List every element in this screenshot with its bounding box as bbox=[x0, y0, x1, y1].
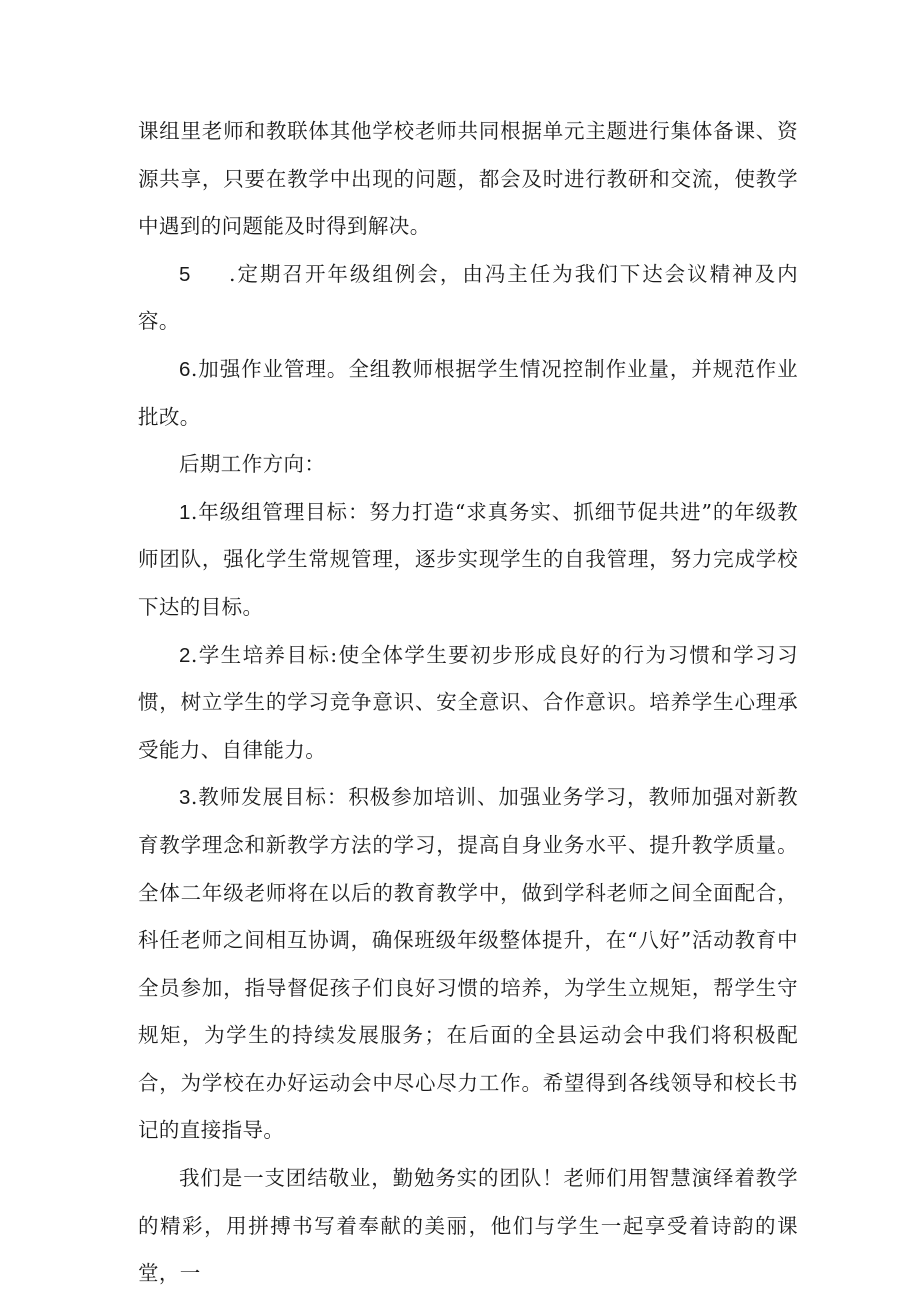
list-item-number: 1 bbox=[179, 500, 191, 524]
list-item-text: .学生培养目标:使全体学生要初步形成良好的行为习惯和学习习惯，树立学生的学习竞争意识、安全意识、合作意识。培养学生心理承受能力、自律能力。 bbox=[138, 642, 798, 762]
list-item-text: .年级组管理目标：努力打造“求真务实、抓细节促共进”的年级教师团队，强化学生常规管理，逐步实现学生的自我管理，努力完成学校下达的目标。 bbox=[138, 499, 798, 619]
section-heading-later-work: 后期工作方向： bbox=[179, 452, 326, 477]
paragraph-continuation: 课组里老师和教联体其他学校老师共同根据单元主题进行集体备课、资源共享，只要在教学中出现的问题，都会及时进行教研和交流，使教学中遇到的问题能及时得到解决。 bbox=[138, 119, 798, 239]
list-item-number: 6 bbox=[179, 357, 191, 381]
list-item-5 bbox=[138, 251, 798, 346]
goal-item-1 bbox=[138, 489, 798, 632]
goal-item-3 bbox=[138, 774, 798, 1155]
paragraph-closing: 我们是一支团结敬业，勤勉务实的团队！老师们用智慧演绎着教学的精彩，用拼搏书写着奉献的美丽，他们与学生一起享受着诗韵的课堂，一 bbox=[138, 1166, 798, 1286]
list-item-text: .教师发展目标：积极参加培训、加强业务学习，教师加强对新教育教学理念和新教学方法的学习，提高自身业务水平、提升教学质量。全体二年级老师将在以后的教育教学中，做到学科老师之间全面配合，科任老师之间相互协调，确保班级年级整体提升，在“八好”活动教育中全员参加，指导督促孩子们良好习惯的培养，为学生立规矩，帮学生守规矩，为学生的持续发展服务；在后面的全县运动会中我们将积极配合，为学校在办好运动会中尽心尽力工作。希望得到各线领导和校长书记的直接指导。 bbox=[138, 785, 798, 1143]
list-item-text: .定期召开年级组例会，由冯主任为我们下达会议精神及内容。 bbox=[138, 261, 798, 334]
list-item-number: 3 bbox=[179, 786, 191, 810]
goal-item-2 bbox=[138, 632, 798, 775]
document-body bbox=[138, 108, 798, 1298]
list-item-number: 5 bbox=[179, 262, 191, 286]
list-item-number: 2 bbox=[179, 643, 191, 667]
list-item-6 bbox=[138, 346, 798, 441]
list-item-text: .加强作业管理。全组教师根据学生情况控制作业量，并规范作业批改。 bbox=[138, 356, 798, 429]
